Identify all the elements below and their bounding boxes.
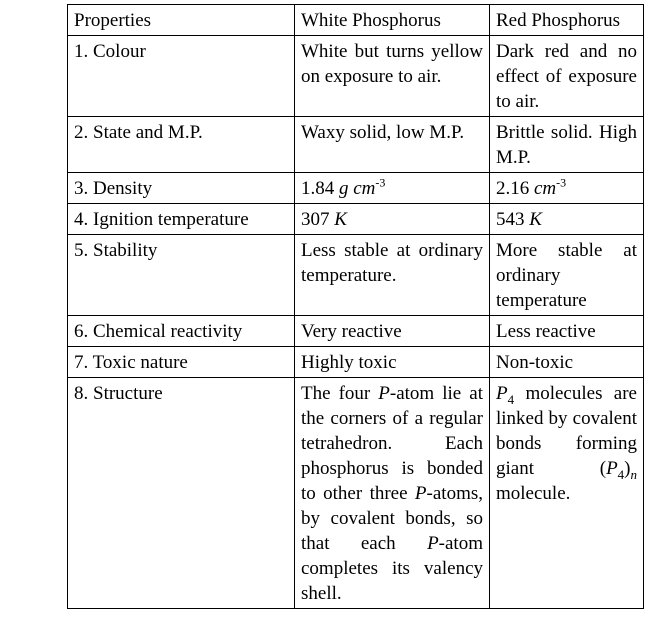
density-exponent: -3 xyxy=(556,175,567,190)
ignition-unit: K xyxy=(334,209,347,230)
property-cell: 6. Chemical reactivity xyxy=(68,316,295,347)
density-exponent: -3 xyxy=(375,175,386,190)
property-cell: 3. Density xyxy=(68,173,295,204)
structure-text: ) xyxy=(624,458,631,479)
structure-text: -atoms, by covalent bonds, so that each xyxy=(301,483,483,554)
structure-text: molecule. xyxy=(496,483,571,504)
white-phosphorus-cell: Very reactive xyxy=(295,316,490,347)
table-row xyxy=(68,117,644,173)
white-phosphorus-cell xyxy=(295,204,490,235)
header-properties: Properties xyxy=(68,5,295,36)
property-cell: 2. State and M.P. xyxy=(68,117,295,173)
density-value: 2.16 xyxy=(496,178,530,199)
atom-symbol: P xyxy=(606,458,618,479)
structure-text: molecules are linked by covalent bonds forming giant ( xyxy=(496,383,637,479)
subscript: 4 xyxy=(617,466,625,482)
table-row xyxy=(68,36,644,117)
table-header-row xyxy=(68,5,644,36)
red-phosphorus-cell xyxy=(490,204,644,235)
header-red-phosphorus: Red Phosphorus xyxy=(490,5,644,36)
ignition-value: 307 xyxy=(301,209,330,230)
red-phosphorus-cell: Less reactive xyxy=(490,316,644,347)
table-row xyxy=(68,316,644,347)
white-phosphorus-cell: Less stable at ordinary temperature. xyxy=(295,235,490,316)
property-cell: 5. Stability xyxy=(68,235,295,316)
white-phosphorus-cell: White but turns yellow on exposure to air. xyxy=(295,36,490,117)
property-cell: 7. Toxic nature xyxy=(68,347,295,378)
white-phosphorus-cell: Waxy solid, low M.P. xyxy=(295,117,490,173)
white-phosphorus-cell xyxy=(295,173,490,204)
red-phosphorus-cell: Dark red and no effect of exposure to air. xyxy=(490,36,644,117)
structure-text: The four xyxy=(301,383,379,404)
property-cell: 1. Colour xyxy=(68,36,295,117)
structure-text: -atom lie at the corners of a regular tetrahedron. Each phosphorus is bonded to other three xyxy=(301,383,483,504)
table-row xyxy=(68,347,644,378)
property-cell: 8. Structure xyxy=(68,378,295,609)
red-phosphorus-cell: Brittle solid. High M.P. xyxy=(490,117,644,173)
atom-symbol: P xyxy=(414,483,427,504)
red-phosphorus-cell: Non-toxic xyxy=(490,347,644,378)
structure-text: -atom completes its valency shell. xyxy=(301,533,483,604)
density-value: 1.84 xyxy=(301,178,335,199)
white-phosphorus-cell xyxy=(295,378,490,609)
density-unit: cm xyxy=(534,178,557,199)
atom-symbol: P xyxy=(496,383,508,404)
red-phosphorus-cell xyxy=(490,378,644,609)
subscript: 4 xyxy=(507,391,515,407)
ignition-unit: K xyxy=(529,209,542,230)
table-row xyxy=(68,173,644,204)
table-row xyxy=(68,235,644,316)
atom-symbol: P xyxy=(378,383,390,404)
ignition-value: 543 xyxy=(496,209,525,230)
table-row xyxy=(68,378,644,609)
table-row xyxy=(68,204,644,235)
subscript: n xyxy=(630,466,637,482)
phosphorus-comparison-table xyxy=(67,4,644,609)
header-white-phosphorus: White Phosphorus xyxy=(295,5,490,36)
atom-symbol: P xyxy=(427,533,439,554)
density-unit: g cm xyxy=(339,178,376,199)
red-phosphorus-cell xyxy=(490,173,644,204)
white-phosphorus-cell: Highly toxic xyxy=(295,347,490,378)
red-phosphorus-cell: More stable at ordinary temperature xyxy=(490,235,644,316)
property-cell: 4. Ignition temperature xyxy=(68,204,295,235)
